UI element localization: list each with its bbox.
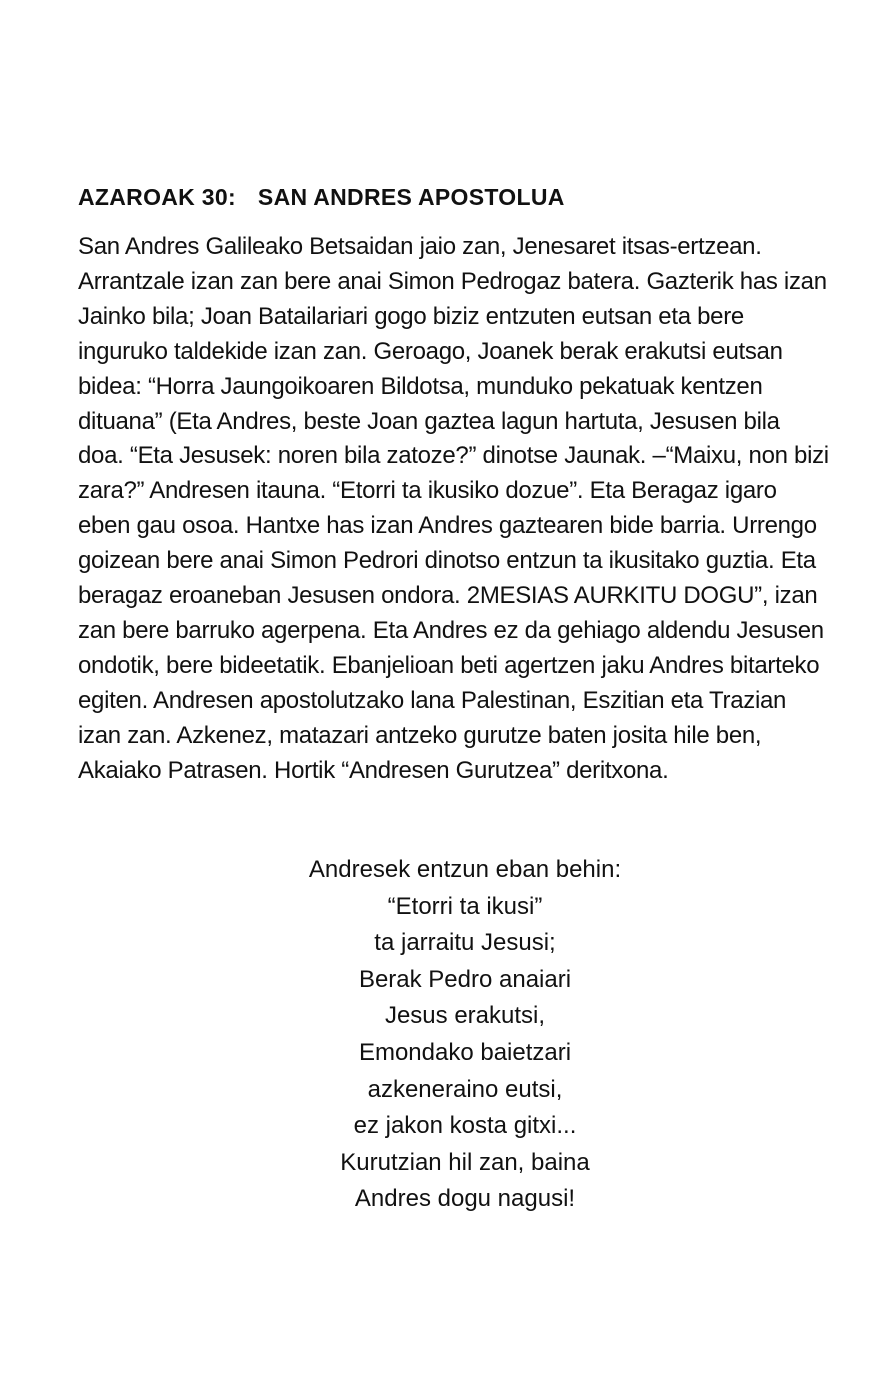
poem-line: “Etorri ta ikusi” bbox=[387, 892, 543, 920]
poem-line: Jesus erakutsi, bbox=[384, 1002, 546, 1030]
poem-line: Berak Pedro anaiari bbox=[358, 965, 572, 993]
title-saint: SAN ANDRES APOSTOLUA bbox=[257, 184, 565, 210]
paragraph-line: bidea: “Horra Jaungoikoaren Bildotsa, munduko pekatuak kentzen bbox=[78, 372, 763, 400]
paragraph-line: izan zan. Azkenez, matazari antzeko gurutze baten josita hile ben, bbox=[78, 721, 762, 749]
poem-line: Emondako baietzari bbox=[358, 1038, 572, 1066]
paragraph-line: ondotik, bere bideetatik. Ebanjelioan beti agertzen jaku Andres bitarteko bbox=[78, 651, 820, 679]
paragraph-line: beragaz eroaneban Jesusen ondora. 2MESIAS AURKITU DOGU”, izan bbox=[78, 582, 818, 610]
paragraph-line: Akaiako Patrasen. Hortik “Andresen Gurutzea” deritxona. bbox=[78, 756, 669, 784]
poem-line: Andres dogu nagusi! bbox=[354, 1185, 576, 1213]
paragraph-line: dituana” (Eta Andres, beste Joan gaztea lagun hartuta, Jesusen bila bbox=[78, 407, 780, 435]
paragraph-line: zara?” Andresen itauna. “Etorri ta ikusiko dozue”. Eta Beragaz igaro bbox=[78, 477, 777, 505]
poem-line: azkeneraino eutsi, bbox=[367, 1075, 563, 1103]
paragraph-line: egiten. Andresen apostolutzako lana Palestinan, Eszitian eta Trazian bbox=[78, 686, 787, 714]
page-title bbox=[78, 184, 565, 211]
poem-line: ta jarraitu Jesusi; bbox=[374, 929, 556, 957]
title-date: AZAROAK 30: bbox=[78, 184, 236, 210]
paragraph-line: inguruko taldekide izan zan. Geroago, Joanek berak erakutsi eutsan bbox=[78, 337, 783, 365]
body-paragraph bbox=[78, 230, 878, 789]
poem-line: Kurutzian hil zan, baina bbox=[340, 1148, 590, 1176]
poem-line: Andresek entzun eban behin: bbox=[308, 856, 622, 883]
paragraph-line: eben gau osoa. Hantxe has izan Andres gaztearen bide barria. Urrengo bbox=[78, 512, 817, 540]
poem-stanza bbox=[250, 852, 680, 1218]
paragraph-line: zan bere barruko agerpena. Eta Andres ez da gehiago aldendu Jesusen bbox=[78, 616, 824, 644]
paragraph-line: San Andres Galileako Betsaidan jaio zan, Jenesaret itsas-ertzean. bbox=[78, 233, 762, 260]
poem-line: ez jakon kosta gitxi... bbox=[353, 1112, 577, 1140]
paragraph-line: Jainko bila; Joan Batailariari gogo biziz entzuten eutsan eta bere bbox=[78, 302, 744, 330]
paragraph-line: Arrantzale izan zan bere anai Simon Pedrogaz batera. Gazterik has izan bbox=[78, 267, 827, 295]
paragraph-line: doa. “Eta Jesusek: noren bila zatoze?” dinotse Jaunak. –“Maixu, non bizi bbox=[78, 442, 829, 470]
paragraph-line: goizean bere anai Simon Pedrori dinotso entzun ta ikusitako guztia. Eta bbox=[78, 547, 816, 575]
